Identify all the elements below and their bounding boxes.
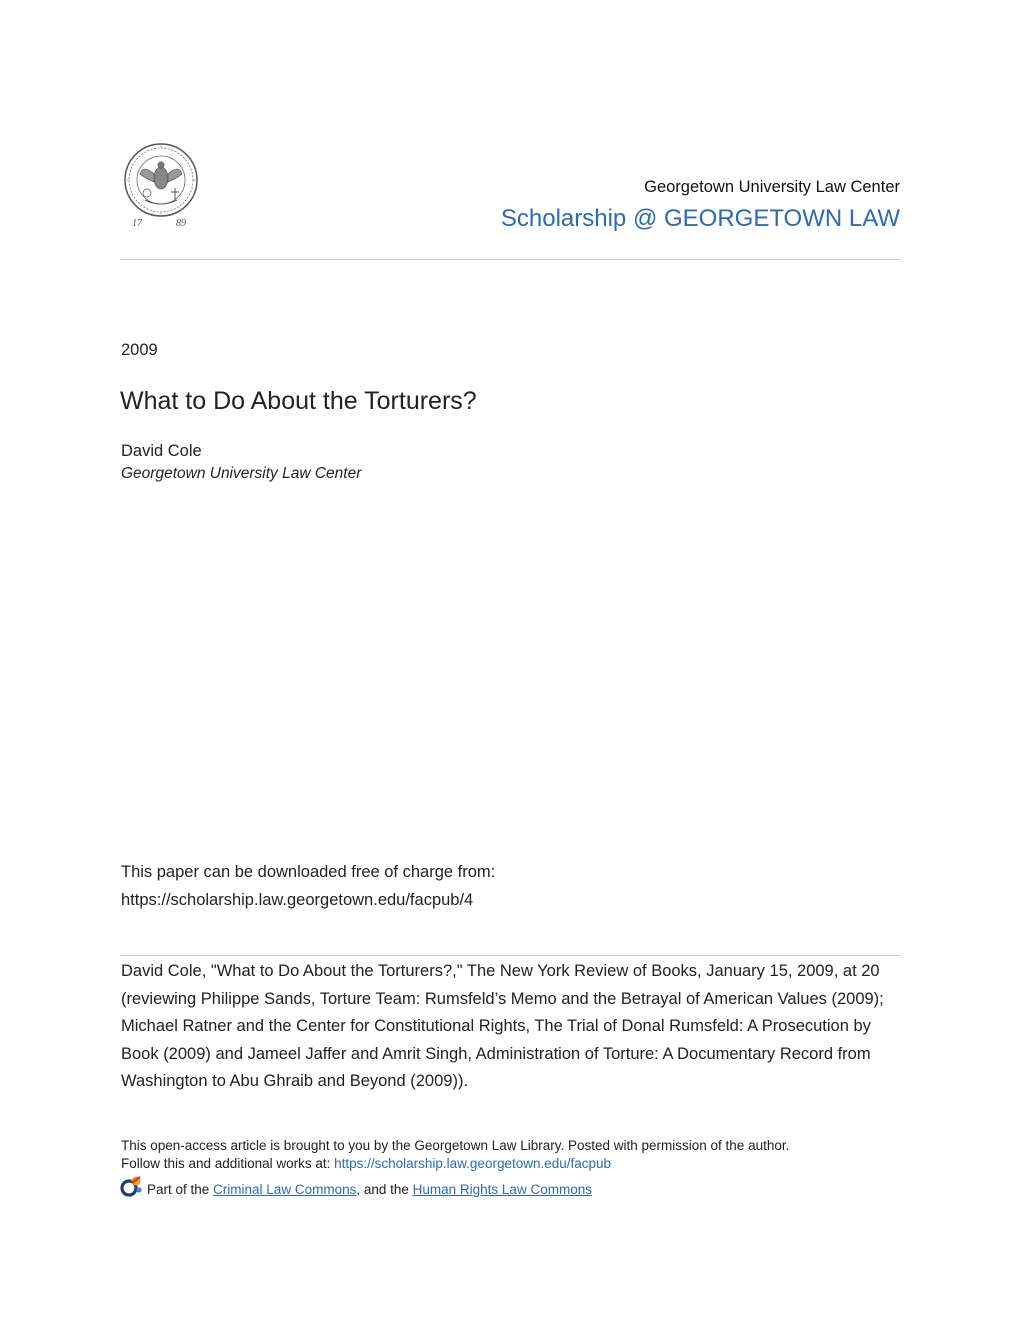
commons-line: [120, 1175, 592, 1197]
document-title: What to Do About the Torturers?: [120, 387, 477, 415]
publication-year: 2009: [121, 341, 158, 359]
header-divider: [120, 259, 900, 260]
download-notice: [121, 858, 495, 914]
institution-name: Georgetown University Law Center: [644, 178, 900, 196]
citation-divider: [120, 955, 900, 956]
author-affiliation: Georgetown University Law Center: [121, 465, 362, 482]
part-of-text: Part of the: [147, 1182, 214, 1197]
collection-link[interactable]: https://scholarship.law.georgetown.edu/facpub: [334, 1156, 612, 1171]
download-text: This paper can be downloaded free of charge from:: [121, 863, 496, 881]
footer-notice: [121, 1137, 901, 1173]
follow-line: [121, 1155, 901, 1173]
criminal-law-commons-link[interactable]: Criminal Law Commons: [213, 1182, 357, 1197]
citation-text: David Cole, "What to Do About the Torturers?," The New York Review of Books, January 15, 2009, at 20 (reviewing Philippe Sands, Torture Team: Rumsfeld’s Memo and the Betrayal of American Values (2009); Michael Ratner and the Center for Constitutional Rights, The Trial of Donal Rumsfeld: A Prosecution by Book (2009) and Jameel Jaffer and Amrit Singh, Administration of Torture: A Documentary Record from Washington to Abu Ghraib and Beyond (2009)).: [121, 962, 884, 1091]
author-name: David Cole: [121, 442, 202, 460]
svg-text:89: 89: [176, 218, 186, 229]
human-rights-law-commons-link[interactable]: Human Rights Law Commons: [412, 1182, 592, 1197]
and-the-text: , and the: [356, 1182, 413, 1197]
seal-year-text: [128, 214, 198, 230]
download-url: https://scholarship.law.georgetown.edu/facpub/4: [121, 891, 474, 909]
follow-text: Follow this and additional works at:: [121, 1156, 335, 1171]
repository-header: [501, 176, 900, 235]
open-access-text: This open-access article is brought to you by the Georgetown Law Library. Posted with permission of the author.: [121, 1138, 790, 1153]
svg-text:17: 17: [132, 218, 142, 229]
network-commons-icon: [120, 1175, 144, 1197]
repository-link[interactable]: Scholarship @ GEORGETOWN LAW: [500, 205, 900, 232]
